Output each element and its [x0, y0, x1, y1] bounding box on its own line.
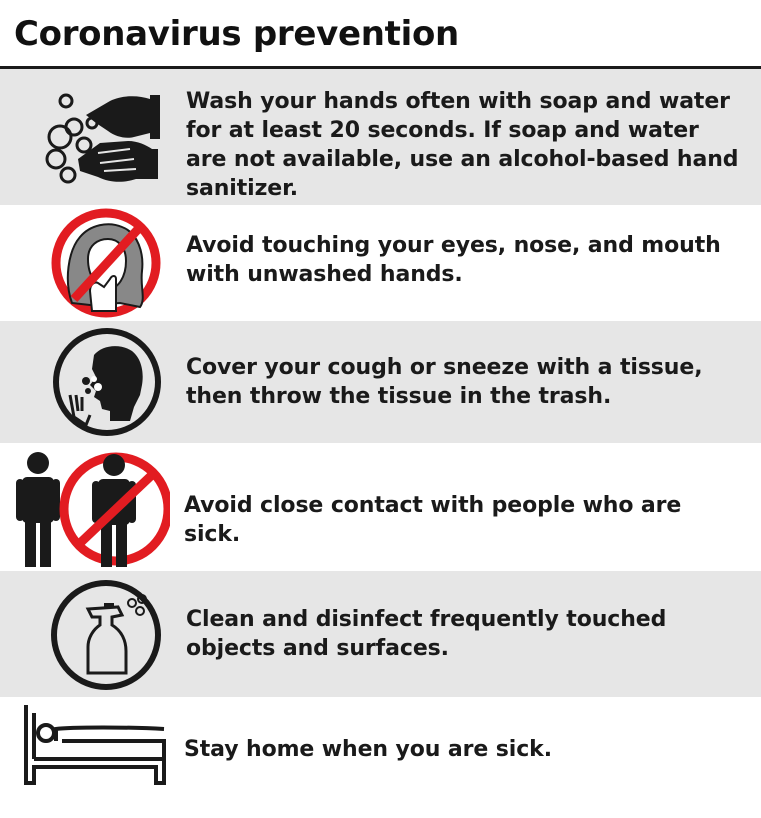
- tip-row-handwashing: [0, 69, 761, 205]
- tip-row-disinfect: [0, 571, 761, 697]
- hand-washing-icon: [38, 79, 168, 191]
- tip-text: Cover your cough or sneeze with a tissue, then throw the tissue in the trash.: [186, 355, 703, 409]
- no-close-contact-icon: [12, 449, 170, 569]
- cough-icon: [50, 325, 164, 439]
- page-title: Coronavirus prevention: [14, 14, 459, 54]
- tip-text: Avoid touching your eyes, nose, and mouth with unwashed hands.: [186, 233, 721, 287]
- no-face-touching-icon: [50, 207, 162, 319]
- tip-text: Avoid close contact with people who are sick.: [184, 493, 682, 547]
- tip-row-close-contact: [0, 443, 761, 571]
- tip-text: Stay home when you are sick.: [184, 737, 552, 762]
- spray-bottle-icon: [48, 577, 164, 693]
- tip-text: Wash your hands often with soap and water for at least 20 seconds. If soap and water are not available, use an alcohol-based hand sanitizer.: [186, 89, 739, 201]
- bed-icon: [22, 701, 172, 791]
- tip-text: Clean and disinfect frequently touched objects and surfaces.: [186, 607, 667, 661]
- tip-row-face-touching: [0, 205, 761, 321]
- tip-row-stay-home: [0, 697, 761, 818]
- tip-row-cough: [0, 321, 761, 443]
